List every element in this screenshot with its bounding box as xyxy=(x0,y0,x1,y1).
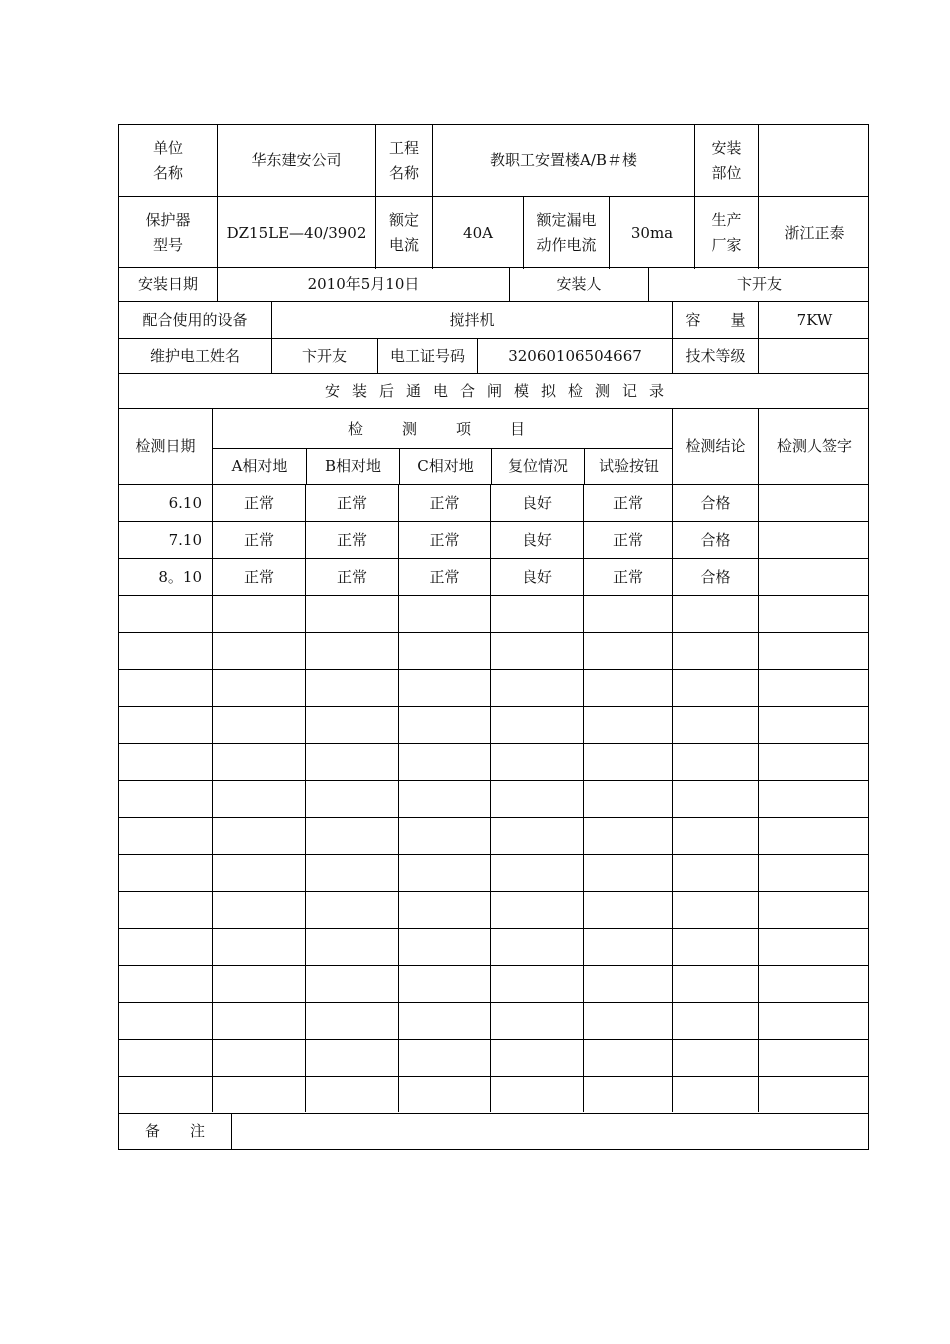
row-result: 合格 xyxy=(672,485,758,521)
header-block xyxy=(118,124,869,268)
empty-cell xyxy=(672,1077,758,1112)
row-c: 正常 xyxy=(398,522,490,558)
empty-cell xyxy=(672,929,758,965)
table-row-empty xyxy=(119,669,868,706)
table-row-empty xyxy=(119,891,868,928)
empty-cell xyxy=(119,1077,212,1112)
conclusion-header: 检测结论 xyxy=(672,409,758,484)
empty-cell xyxy=(490,633,583,669)
install-block xyxy=(118,267,869,302)
empty-cell xyxy=(398,781,490,817)
empty-cell xyxy=(305,929,398,965)
remarks-block xyxy=(118,1113,869,1150)
empty-cell xyxy=(305,818,398,854)
empty-cell xyxy=(672,781,758,817)
empty-cell xyxy=(398,1040,490,1076)
empty-cell xyxy=(119,1003,212,1039)
empty-cell xyxy=(490,1003,583,1039)
empty-cell xyxy=(490,1077,583,1112)
table-row-empty xyxy=(119,1076,868,1112)
empty-cell xyxy=(212,707,305,743)
empty-cell xyxy=(398,744,490,780)
empty-cell xyxy=(212,966,305,1002)
project-value: 教职工安置楼A/B＃楼 xyxy=(432,125,694,196)
record-block xyxy=(118,301,869,1114)
table-row xyxy=(119,484,868,521)
empty-cell xyxy=(583,892,672,928)
empty-cell xyxy=(119,855,212,891)
empty-cell xyxy=(672,670,758,706)
row-result: 合格 xyxy=(672,559,758,595)
empty-cell xyxy=(490,818,583,854)
sub-header-row xyxy=(213,448,672,484)
unit-row xyxy=(119,125,868,196)
row-button: 正常 xyxy=(583,522,672,558)
empty-cell xyxy=(398,1003,490,1039)
empty-cell xyxy=(583,1040,672,1076)
empty-cell xyxy=(490,707,583,743)
table-row-empty xyxy=(119,706,868,743)
electrician-label: 维护电工姓名 xyxy=(149,346,240,365)
empty-cell xyxy=(672,633,758,669)
empty-cell xyxy=(672,855,758,891)
remarks-value xyxy=(231,1114,870,1149)
empty-cell xyxy=(305,1077,398,1112)
empty-cell xyxy=(212,1040,305,1076)
maker-value: 浙江正泰 xyxy=(758,197,870,269)
row-signer xyxy=(758,522,870,558)
empty-cell xyxy=(305,855,398,891)
section-title-row xyxy=(119,373,868,408)
empty-cell xyxy=(758,744,870,780)
table-row-empty xyxy=(119,1039,868,1076)
empty-cell xyxy=(583,744,672,780)
empty-cell xyxy=(305,707,398,743)
empty-cell xyxy=(758,892,870,928)
empty-cell xyxy=(583,966,672,1002)
empty-cell xyxy=(583,929,672,965)
electrician-value: 卞开友 xyxy=(271,339,377,373)
row-signer xyxy=(758,485,870,521)
empty-cell xyxy=(583,707,672,743)
table-row-empty xyxy=(119,632,868,669)
row-c: 正常 xyxy=(398,559,490,595)
cert-value: 32060106504667 xyxy=(477,339,672,373)
empty-cell xyxy=(119,596,212,632)
empty-cell xyxy=(212,596,305,632)
empty-cell xyxy=(583,1003,672,1039)
model-row xyxy=(119,196,868,269)
table-row-empty xyxy=(119,780,868,817)
row-reset: 良好 xyxy=(490,522,583,558)
empty-cell xyxy=(583,670,672,706)
empty-cell xyxy=(212,781,305,817)
empty-cell xyxy=(119,707,212,743)
table-row-empty xyxy=(119,854,868,891)
empty-cell xyxy=(212,855,305,891)
table-row-empty xyxy=(119,965,868,1002)
empty-cell xyxy=(490,781,583,817)
empty-cell xyxy=(398,818,490,854)
row-date: 8。10 xyxy=(158,567,202,586)
table-header xyxy=(119,408,868,484)
empty-cell xyxy=(398,892,490,928)
project-label: 工程 名称 xyxy=(375,125,432,196)
empty-cell xyxy=(672,744,758,780)
empty-cell xyxy=(758,929,870,965)
row-a: 正常 xyxy=(212,559,305,595)
row-button: 正常 xyxy=(583,485,672,521)
empty-cell xyxy=(672,1003,758,1039)
empty-cell xyxy=(672,596,758,632)
rated-current-value: 40A xyxy=(432,197,523,269)
empty-cell xyxy=(119,633,212,669)
empty-cell xyxy=(758,633,870,669)
leak-current-label: 额定漏电 动作电流 xyxy=(523,197,609,269)
empty-cell xyxy=(758,1040,870,1076)
equipment-label: 配合使用的设备 xyxy=(142,310,248,329)
empty-cell xyxy=(398,670,490,706)
items-header: 检 测 项 目 xyxy=(347,420,537,438)
empty-cell xyxy=(490,1040,583,1076)
row-c: 正常 xyxy=(398,485,490,521)
table-row xyxy=(119,521,868,558)
location-label: 安装 部位 xyxy=(694,125,758,196)
table-row-empty xyxy=(119,1002,868,1039)
empty-cell xyxy=(490,966,583,1002)
empty-cell xyxy=(758,781,870,817)
empty-cell xyxy=(758,966,870,1002)
empty-cell xyxy=(672,707,758,743)
maker-label: 生产 厂家 xyxy=(694,197,758,269)
row-b: 正常 xyxy=(305,522,398,558)
empty-cell xyxy=(119,929,212,965)
table-row xyxy=(119,558,868,595)
items-header-group xyxy=(212,409,672,484)
empty-cell xyxy=(119,670,212,706)
empty-cell xyxy=(672,1040,758,1076)
cert-label: 电工证号码 xyxy=(377,339,477,373)
sub-header-c: C相对地 xyxy=(399,449,491,484)
signer-header: 检测人签字 xyxy=(758,409,870,484)
empty-cell xyxy=(212,744,305,780)
empty-cell xyxy=(119,781,212,817)
row-a: 正常 xyxy=(212,522,305,558)
empty-cell xyxy=(398,929,490,965)
empty-cell xyxy=(583,633,672,669)
empty-cell xyxy=(398,596,490,632)
empty-cell xyxy=(758,670,870,706)
grade-label: 技术等级 xyxy=(672,339,758,373)
install-row xyxy=(119,268,868,301)
empty-cell xyxy=(305,1040,398,1076)
empty-cell xyxy=(305,1003,398,1039)
empty-cell xyxy=(583,855,672,891)
install-date-label: 安装日期 xyxy=(137,275,198,293)
rated-current-label: 额定 电流 xyxy=(375,197,432,269)
empty-cell xyxy=(583,596,672,632)
empty-cell xyxy=(672,966,758,1002)
installer-value: 卞开友 xyxy=(648,268,870,301)
empty-cell xyxy=(672,818,758,854)
sub-header-button: 试验按钮 xyxy=(584,449,673,484)
row-result: 合格 xyxy=(672,522,758,558)
section-title: 安装后通电合闸模拟检测记录 xyxy=(324,381,676,400)
table-row-empty xyxy=(119,595,868,632)
table-row-empty xyxy=(119,817,868,854)
empty-cell xyxy=(119,892,212,928)
equipment-value: 搅拌机 xyxy=(271,302,672,338)
row-reset: 良好 xyxy=(490,485,583,521)
empty-cell xyxy=(119,818,212,854)
sub-header-a: A相对地 xyxy=(231,457,288,475)
sub-header-reset: 复位情况 xyxy=(491,449,584,484)
empty-cell xyxy=(490,855,583,891)
empty-cell xyxy=(490,670,583,706)
empty-cell xyxy=(305,781,398,817)
empty-cell xyxy=(212,929,305,965)
installer-label: 安装人 xyxy=(509,268,648,301)
empty-cell xyxy=(758,818,870,854)
empty-cell xyxy=(398,855,490,891)
empty-cell xyxy=(398,1077,490,1112)
capacity-label: 容 量 xyxy=(672,302,758,338)
empty-cell xyxy=(119,966,212,1002)
empty-cell xyxy=(305,892,398,928)
empty-cell xyxy=(758,1003,870,1039)
date-header: 检测日期 xyxy=(135,437,196,455)
empty-cell xyxy=(490,892,583,928)
empty-cell xyxy=(583,818,672,854)
empty-cell xyxy=(212,892,305,928)
row-a: 正常 xyxy=(212,485,305,521)
empty-cell xyxy=(758,1077,870,1112)
empty-cell xyxy=(305,596,398,632)
empty-cell xyxy=(212,1077,305,1112)
empty-cell xyxy=(305,670,398,706)
location-value xyxy=(758,125,870,196)
row-signer xyxy=(758,559,870,595)
grade-value xyxy=(758,339,870,373)
empty-cell xyxy=(758,707,870,743)
empty-cell xyxy=(119,744,212,780)
row-date: 7.10 xyxy=(168,530,202,549)
empty-cell xyxy=(583,781,672,817)
row-b: 正常 xyxy=(305,559,398,595)
empty-cell xyxy=(119,1040,212,1076)
empty-cell xyxy=(672,892,758,928)
row-button: 正常 xyxy=(583,559,672,595)
table-row-empty xyxy=(119,743,868,780)
empty-cell xyxy=(305,633,398,669)
empty-cell xyxy=(305,966,398,1002)
empty-cell xyxy=(398,707,490,743)
install-date-value: 2010年5月10日 xyxy=(217,268,509,301)
empty-cell xyxy=(212,633,305,669)
empty-cell xyxy=(212,670,305,706)
row-date: 6.10 xyxy=(168,493,202,512)
empty-cell xyxy=(212,818,305,854)
row-b: 正常 xyxy=(305,485,398,521)
sub-header-b: B相对地 xyxy=(306,449,399,484)
row-reset: 良好 xyxy=(490,559,583,595)
empty-cell xyxy=(398,966,490,1002)
electrician-row xyxy=(119,338,868,373)
empty-cell xyxy=(758,855,870,891)
empty-cell xyxy=(490,744,583,780)
unit-value: 华东建安公司 xyxy=(217,125,375,196)
empty-cell xyxy=(398,633,490,669)
unit-label: 单位 名称 xyxy=(152,138,183,182)
table-row-empty xyxy=(119,928,868,965)
model-label: 保护器 型号 xyxy=(145,211,191,254)
remarks-label: 备 注 xyxy=(144,1122,205,1140)
empty-cell xyxy=(490,929,583,965)
empty-cell xyxy=(758,596,870,632)
capacity-value: 7KW xyxy=(758,302,870,338)
empty-cell xyxy=(490,596,583,632)
equipment-row xyxy=(119,302,868,338)
empty-cell xyxy=(305,744,398,780)
empty-cell xyxy=(583,1077,672,1112)
leak-current-value: 30ma xyxy=(609,197,694,269)
empty-cell xyxy=(212,1003,305,1039)
model-value: DZ15LE—40/3902 xyxy=(217,197,375,269)
